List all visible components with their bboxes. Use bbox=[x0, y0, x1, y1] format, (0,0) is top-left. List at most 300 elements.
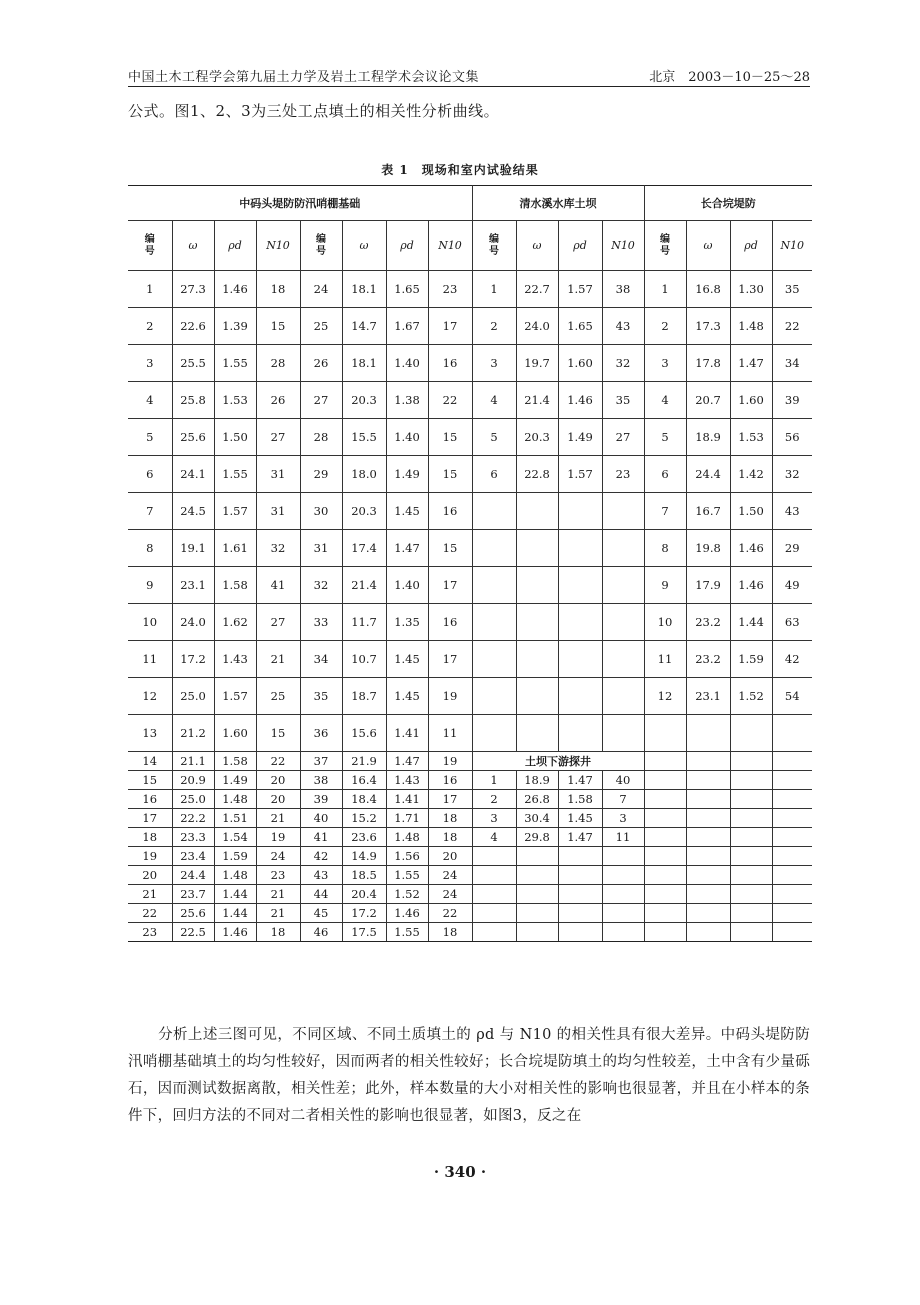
table-cell: 15 bbox=[256, 715, 300, 752]
column-header bbox=[644, 221, 686, 271]
table-cell: 17 bbox=[428, 567, 472, 604]
table-cell bbox=[558, 923, 602, 942]
table-cell: 1.38 bbox=[386, 382, 428, 419]
table-cell: 1.65 bbox=[558, 308, 602, 345]
table-cell: 17.8 bbox=[686, 345, 730, 382]
table-cell: 31 bbox=[300, 530, 342, 567]
table-cell bbox=[686, 752, 730, 771]
table-cell: 1.58 bbox=[214, 752, 256, 771]
table-cell: 18.1 bbox=[342, 345, 386, 382]
table-cell: 17 bbox=[428, 790, 472, 809]
table-cell: 38 bbox=[300, 771, 342, 790]
table-row bbox=[128, 904, 812, 923]
table-cell bbox=[730, 885, 772, 904]
table-cell: 1.71 bbox=[386, 809, 428, 828]
table-cell bbox=[472, 885, 516, 904]
table-cell: 35 bbox=[602, 382, 644, 419]
table-cell: 1.47 bbox=[558, 828, 602, 847]
table-cell bbox=[772, 809, 812, 828]
table-cell: 6 bbox=[472, 456, 516, 493]
table-cell bbox=[686, 847, 730, 866]
table-cell: 1.46 bbox=[558, 382, 602, 419]
table-cell: 35 bbox=[300, 678, 342, 715]
table-cell: 27 bbox=[602, 419, 644, 456]
table-row bbox=[128, 493, 812, 530]
table-cell bbox=[602, 493, 644, 530]
table-cell: 1.47 bbox=[386, 530, 428, 567]
intro-text: 公式。图1、2、3为三处工点填土的相关性分析曲线。 bbox=[128, 102, 500, 120]
table-cell: 23 bbox=[128, 923, 172, 942]
group-header-row bbox=[128, 186, 812, 221]
table-cell: 44 bbox=[300, 885, 342, 904]
column-header-row bbox=[128, 221, 812, 271]
column-header-label: 编号 bbox=[489, 233, 499, 257]
table-cell: 15.2 bbox=[342, 809, 386, 828]
table-cell bbox=[644, 885, 686, 904]
table-row bbox=[128, 715, 812, 752]
table-cell bbox=[602, 866, 644, 885]
table-cell: 21 bbox=[256, 885, 300, 904]
table-cell: 23 bbox=[602, 456, 644, 493]
table-cell: 38 bbox=[602, 271, 644, 308]
table-cell: 32 bbox=[256, 530, 300, 567]
table-cell: 20.3 bbox=[342, 382, 386, 419]
table-cell: 23 bbox=[428, 271, 472, 308]
table-cell: 25.6 bbox=[172, 904, 214, 923]
table-cell: 11 bbox=[644, 641, 686, 678]
column-header: ω bbox=[516, 221, 558, 271]
table-cell: 1.46 bbox=[214, 923, 256, 942]
analysis-text: 分析上述三图可见，不同区域、不同土质填土的 ρd 与 N10 的相关性具有很大差异。中码头堤防防汛哨棚基础填土的均匀性较好，因而两者的相关性较好；长合垸堤防填土的均匀性较差，土中含有少量砾石，因而测试数据离散，相关性差；此外，样本数量的大小对相关性的影响也很显著，并且在小样本的条件下，回归方法的不同对二者相关性的影响也很显著，如图3，反之在 bbox=[128, 1027, 810, 1124]
table-cell: 2 bbox=[644, 308, 686, 345]
table-cell: 28 bbox=[256, 345, 300, 382]
table-cell: 11.7 bbox=[342, 604, 386, 641]
table-cell: 16.8 bbox=[686, 271, 730, 308]
table-cell: 9 bbox=[128, 567, 172, 604]
page-number: · 340 · bbox=[433, 1163, 487, 1181]
table-cell: 1.57 bbox=[214, 493, 256, 530]
table-cell bbox=[516, 866, 558, 885]
table-cell: 46 bbox=[300, 923, 342, 942]
table-row bbox=[128, 271, 812, 308]
table-cell: 18 bbox=[256, 923, 300, 942]
table-cell: 23.1 bbox=[172, 567, 214, 604]
table-cell: 1.45 bbox=[386, 641, 428, 678]
table-cell bbox=[558, 904, 602, 923]
table-cell: 17 bbox=[428, 641, 472, 678]
table-cell bbox=[730, 715, 772, 752]
table-row bbox=[128, 641, 812, 678]
table-cell: 41 bbox=[300, 828, 342, 847]
table-cell bbox=[558, 678, 602, 715]
table-cell: 33 bbox=[300, 604, 342, 641]
table-cell: 16.4 bbox=[342, 771, 386, 790]
table-cell: 18.5 bbox=[342, 866, 386, 885]
table-cell: 1.67 bbox=[386, 308, 428, 345]
table-cell bbox=[686, 885, 730, 904]
table-cell: 18.4 bbox=[342, 790, 386, 809]
table-cell: 1.58 bbox=[214, 567, 256, 604]
table-cell: 5 bbox=[472, 419, 516, 456]
table-cell: 26 bbox=[256, 382, 300, 419]
table-row bbox=[128, 678, 812, 715]
table-cell: 1.60 bbox=[730, 382, 772, 419]
table-cell: 1.62 bbox=[214, 604, 256, 641]
table-cell: 7 bbox=[128, 493, 172, 530]
group-header: 长合垸堤防 bbox=[644, 186, 812, 221]
table-cell: 1.50 bbox=[730, 493, 772, 530]
table-cell: 22 bbox=[428, 904, 472, 923]
table-cell: 2 bbox=[128, 308, 172, 345]
table-cell bbox=[516, 885, 558, 904]
column-header bbox=[472, 221, 516, 271]
table-cell: 14.9 bbox=[342, 847, 386, 866]
table-cell bbox=[472, 866, 516, 885]
table-row bbox=[128, 809, 812, 828]
table-cell: 14.7 bbox=[342, 308, 386, 345]
table-cell bbox=[730, 790, 772, 809]
table-cell bbox=[730, 771, 772, 790]
table-row bbox=[128, 866, 812, 885]
table-cell: 1.57 bbox=[214, 678, 256, 715]
table-cell: 1.61 bbox=[214, 530, 256, 567]
table-cell bbox=[602, 904, 644, 923]
column-header-label: 编号 bbox=[316, 233, 326, 257]
column-header: N10 bbox=[772, 221, 812, 271]
table-cell bbox=[772, 866, 812, 885]
table-cell: 17.9 bbox=[686, 567, 730, 604]
table-cell: 1.48 bbox=[730, 308, 772, 345]
table-cell bbox=[516, 678, 558, 715]
table-cell: 24.5 bbox=[172, 493, 214, 530]
table-cell: 21 bbox=[256, 641, 300, 678]
table-cell bbox=[472, 678, 516, 715]
table-cell: 21.1 bbox=[172, 752, 214, 771]
table-cell: 10 bbox=[128, 604, 172, 641]
table-cell bbox=[472, 530, 516, 567]
table-row bbox=[128, 923, 812, 942]
table-cell: 11 bbox=[428, 715, 472, 752]
table-cell: 23.4 bbox=[172, 847, 214, 866]
table-cell: 1.57 bbox=[558, 456, 602, 493]
table-cell bbox=[472, 567, 516, 604]
table-cell: 5 bbox=[644, 419, 686, 456]
table-cell: 25 bbox=[256, 678, 300, 715]
table-cell bbox=[558, 604, 602, 641]
table-row bbox=[128, 847, 812, 866]
table-cell: 1.51 bbox=[214, 809, 256, 828]
table-cell bbox=[730, 847, 772, 866]
table-cell: 25.0 bbox=[172, 790, 214, 809]
table-cell bbox=[602, 530, 644, 567]
table-cell bbox=[558, 493, 602, 530]
table-row bbox=[128, 828, 812, 847]
running-header bbox=[128, 64, 810, 87]
table-cell: 1.60 bbox=[558, 345, 602, 382]
table-cell: 15 bbox=[256, 308, 300, 345]
table-cell bbox=[686, 790, 730, 809]
table-cell: 20.3 bbox=[342, 493, 386, 530]
group-header: 清水溪水库土坝 bbox=[472, 186, 644, 221]
column-header: N10 bbox=[428, 221, 472, 271]
table-cell: 21.9 bbox=[342, 752, 386, 771]
table-cell: 1.49 bbox=[386, 456, 428, 493]
table-cell: 1.58 bbox=[558, 790, 602, 809]
table-cell: 39 bbox=[772, 382, 812, 419]
table-cell: 1.40 bbox=[386, 419, 428, 456]
table-cell bbox=[686, 923, 730, 942]
table-cell: 24 bbox=[300, 271, 342, 308]
table-caption: 表 1 现场和室内试验结果 bbox=[381, 163, 539, 177]
table-cell: 18 bbox=[428, 828, 472, 847]
table-cell bbox=[472, 493, 516, 530]
table-cell: 17.2 bbox=[172, 641, 214, 678]
table-cell: 7 bbox=[602, 790, 644, 809]
table-cell: 1.42 bbox=[730, 456, 772, 493]
table-cell: 23.1 bbox=[686, 678, 730, 715]
table-cell: 1.44 bbox=[214, 885, 256, 904]
table-cell bbox=[516, 567, 558, 604]
table-cell bbox=[602, 678, 644, 715]
table-cell bbox=[558, 847, 602, 866]
column-header: ρd bbox=[386, 221, 428, 271]
table-cell: 1.40 bbox=[386, 567, 428, 604]
table-cell: 21 bbox=[256, 904, 300, 923]
table-cell bbox=[730, 923, 772, 942]
table-cell bbox=[772, 847, 812, 866]
table-cell: 1.43 bbox=[214, 641, 256, 678]
table-cell bbox=[772, 715, 812, 752]
table-cell bbox=[772, 828, 812, 847]
column-header: ρd bbox=[730, 221, 772, 271]
table-cell: 23.3 bbox=[172, 828, 214, 847]
table-cell bbox=[644, 752, 686, 771]
table-cell: 14 bbox=[128, 752, 172, 771]
table-cell bbox=[472, 604, 516, 641]
table-cell: 15 bbox=[428, 456, 472, 493]
table-cell: 40 bbox=[602, 771, 644, 790]
table-row bbox=[128, 345, 812, 382]
table-cell: 8 bbox=[128, 530, 172, 567]
column-header: ω bbox=[172, 221, 214, 271]
table-cell: 9 bbox=[644, 567, 686, 604]
table-cell: 27 bbox=[300, 382, 342, 419]
table-cell: 1.41 bbox=[386, 790, 428, 809]
table-cell: 25.5 bbox=[172, 345, 214, 382]
table-cell bbox=[602, 715, 644, 752]
table-cell bbox=[644, 771, 686, 790]
table-cell bbox=[686, 904, 730, 923]
table-cell: 17.4 bbox=[342, 530, 386, 567]
table-cell: 49 bbox=[772, 567, 812, 604]
table-cell: 4 bbox=[128, 382, 172, 419]
table-cell: 1.30 bbox=[730, 271, 772, 308]
table-cell: 20 bbox=[128, 866, 172, 885]
table-cell: 1.59 bbox=[214, 847, 256, 866]
table-cell: 24.4 bbox=[686, 456, 730, 493]
table-cell: 29 bbox=[300, 456, 342, 493]
table-cell: 34 bbox=[300, 641, 342, 678]
table-cell: 1.53 bbox=[214, 382, 256, 419]
table-cell: 16 bbox=[428, 771, 472, 790]
table-cell: 21 bbox=[256, 809, 300, 828]
table-cell: 3 bbox=[128, 345, 172, 382]
header-date: 北京 2003－10－25～28 bbox=[649, 70, 810, 85]
table-cell: 20.4 bbox=[342, 885, 386, 904]
column-header bbox=[128, 221, 172, 271]
table-cell: 45 bbox=[300, 904, 342, 923]
table-cell: 4 bbox=[472, 382, 516, 419]
table-cell bbox=[602, 923, 644, 942]
table-cell: 5 bbox=[128, 419, 172, 456]
table-cell: 22 bbox=[128, 904, 172, 923]
table-cell: 18 bbox=[128, 828, 172, 847]
table-cell: 24.0 bbox=[516, 308, 558, 345]
table-cell: 24 bbox=[428, 866, 472, 885]
table-cell bbox=[686, 809, 730, 828]
table-cell: 17 bbox=[428, 308, 472, 345]
table-cell: 15.5 bbox=[342, 419, 386, 456]
table-cell: 37 bbox=[300, 752, 342, 771]
table-cell: 20.3 bbox=[516, 419, 558, 456]
table-cell: 23.2 bbox=[686, 641, 730, 678]
table-cell bbox=[730, 866, 772, 885]
table-row bbox=[128, 456, 812, 493]
table-cell: 1.47 bbox=[558, 771, 602, 790]
table-cell: 11 bbox=[602, 828, 644, 847]
table-cell: 42 bbox=[300, 847, 342, 866]
table-cell bbox=[558, 567, 602, 604]
table-cell: 20 bbox=[428, 847, 472, 866]
table-cell bbox=[558, 641, 602, 678]
table-cell bbox=[516, 904, 558, 923]
table-row bbox=[128, 419, 812, 456]
table-cell bbox=[558, 530, 602, 567]
table-cell bbox=[602, 641, 644, 678]
table-cell: 18.9 bbox=[516, 771, 558, 790]
table-cell: 22.6 bbox=[172, 308, 214, 345]
table-cell: 18.9 bbox=[686, 419, 730, 456]
table-cell: 26.8 bbox=[516, 790, 558, 809]
table-cell: 15.6 bbox=[342, 715, 386, 752]
table-cell: 17.5 bbox=[342, 923, 386, 942]
table-cell: 1.49 bbox=[214, 771, 256, 790]
table-cell: 32 bbox=[772, 456, 812, 493]
table-cell: 22.8 bbox=[516, 456, 558, 493]
table-cell: 18.1 bbox=[342, 271, 386, 308]
table-cell: 18 bbox=[256, 271, 300, 308]
table-row bbox=[128, 790, 812, 809]
table-cell: 16 bbox=[428, 345, 472, 382]
table-cell bbox=[516, 715, 558, 752]
table-cell: 19.1 bbox=[172, 530, 214, 567]
table-cell: 3 bbox=[472, 345, 516, 382]
table-cell bbox=[772, 885, 812, 904]
table-cell: 1.50 bbox=[214, 419, 256, 456]
table-cell bbox=[730, 904, 772, 923]
table-cell: 29 bbox=[772, 530, 812, 567]
table-cell: 34 bbox=[772, 345, 812, 382]
table-cell: 27 bbox=[256, 604, 300, 641]
table-cell bbox=[730, 752, 772, 771]
table-cell: 35 bbox=[772, 271, 812, 308]
table-cell: 1.40 bbox=[386, 345, 428, 382]
table-cell: 63 bbox=[772, 604, 812, 641]
results-table bbox=[128, 185, 812, 942]
table-cell: 1.53 bbox=[730, 419, 772, 456]
column-header-label: 编号 bbox=[144, 233, 155, 257]
table-cell: 7 bbox=[644, 493, 686, 530]
table-cell: 15 bbox=[428, 530, 472, 567]
table-cell: 39 bbox=[300, 790, 342, 809]
table-cell bbox=[686, 771, 730, 790]
table-row bbox=[128, 567, 812, 604]
table-cell: 12 bbox=[128, 678, 172, 715]
table-cell: 1.55 bbox=[214, 456, 256, 493]
table-cell: 21.4 bbox=[342, 567, 386, 604]
table-cell: 1 bbox=[128, 271, 172, 308]
table-cell: 3 bbox=[644, 345, 686, 382]
table-cell: 1.52 bbox=[386, 885, 428, 904]
table-cell: 54 bbox=[772, 678, 812, 715]
table-cell: 1.44 bbox=[214, 904, 256, 923]
column-header: ρd bbox=[214, 221, 256, 271]
table-cell: 1.48 bbox=[214, 790, 256, 809]
table-cell: 1.57 bbox=[558, 271, 602, 308]
table-cell: 22.7 bbox=[516, 271, 558, 308]
table-cell: 25.0 bbox=[172, 678, 214, 715]
table-cell: 1.46 bbox=[214, 271, 256, 308]
table-cell: 22 bbox=[772, 308, 812, 345]
table-cell: 19 bbox=[256, 828, 300, 847]
table-cell: 4 bbox=[644, 382, 686, 419]
table-cell bbox=[772, 904, 812, 923]
table-cell: 19.8 bbox=[686, 530, 730, 567]
table-cell: 1.60 bbox=[214, 715, 256, 752]
table-cell: 10 bbox=[644, 604, 686, 641]
table-cell: 3 bbox=[472, 809, 516, 828]
table-cell bbox=[644, 847, 686, 866]
table-cell bbox=[644, 904, 686, 923]
table-cell: 1 bbox=[472, 271, 516, 308]
table-cell: 10.7 bbox=[342, 641, 386, 678]
table-cell bbox=[602, 885, 644, 904]
table-cell: 23.7 bbox=[172, 885, 214, 904]
table-cell: 27.3 bbox=[172, 271, 214, 308]
table-cell: 24.0 bbox=[172, 604, 214, 641]
table-cell: 1.46 bbox=[386, 904, 428, 923]
table-cell: 4 bbox=[472, 828, 516, 847]
table-cell bbox=[516, 530, 558, 567]
table-cell: 1.48 bbox=[214, 866, 256, 885]
table-cell: 28 bbox=[300, 419, 342, 456]
column-header: ω bbox=[342, 221, 386, 271]
column-header: N10 bbox=[602, 221, 644, 271]
table-cell: 40 bbox=[300, 809, 342, 828]
table-cell: 18 bbox=[428, 809, 472, 828]
table-cell: 1.59 bbox=[730, 641, 772, 678]
table-cell: 31 bbox=[256, 456, 300, 493]
table-cell: 1.35 bbox=[386, 604, 428, 641]
table-cell: 16 bbox=[428, 604, 472, 641]
column-header: ω bbox=[686, 221, 730, 271]
table-cell: 1.48 bbox=[386, 828, 428, 847]
table-cell: 15 bbox=[428, 419, 472, 456]
table-cell: 27 bbox=[256, 419, 300, 456]
table-cell: 19 bbox=[428, 678, 472, 715]
table-cell: 26 bbox=[300, 345, 342, 382]
table-cell: 43 bbox=[602, 308, 644, 345]
